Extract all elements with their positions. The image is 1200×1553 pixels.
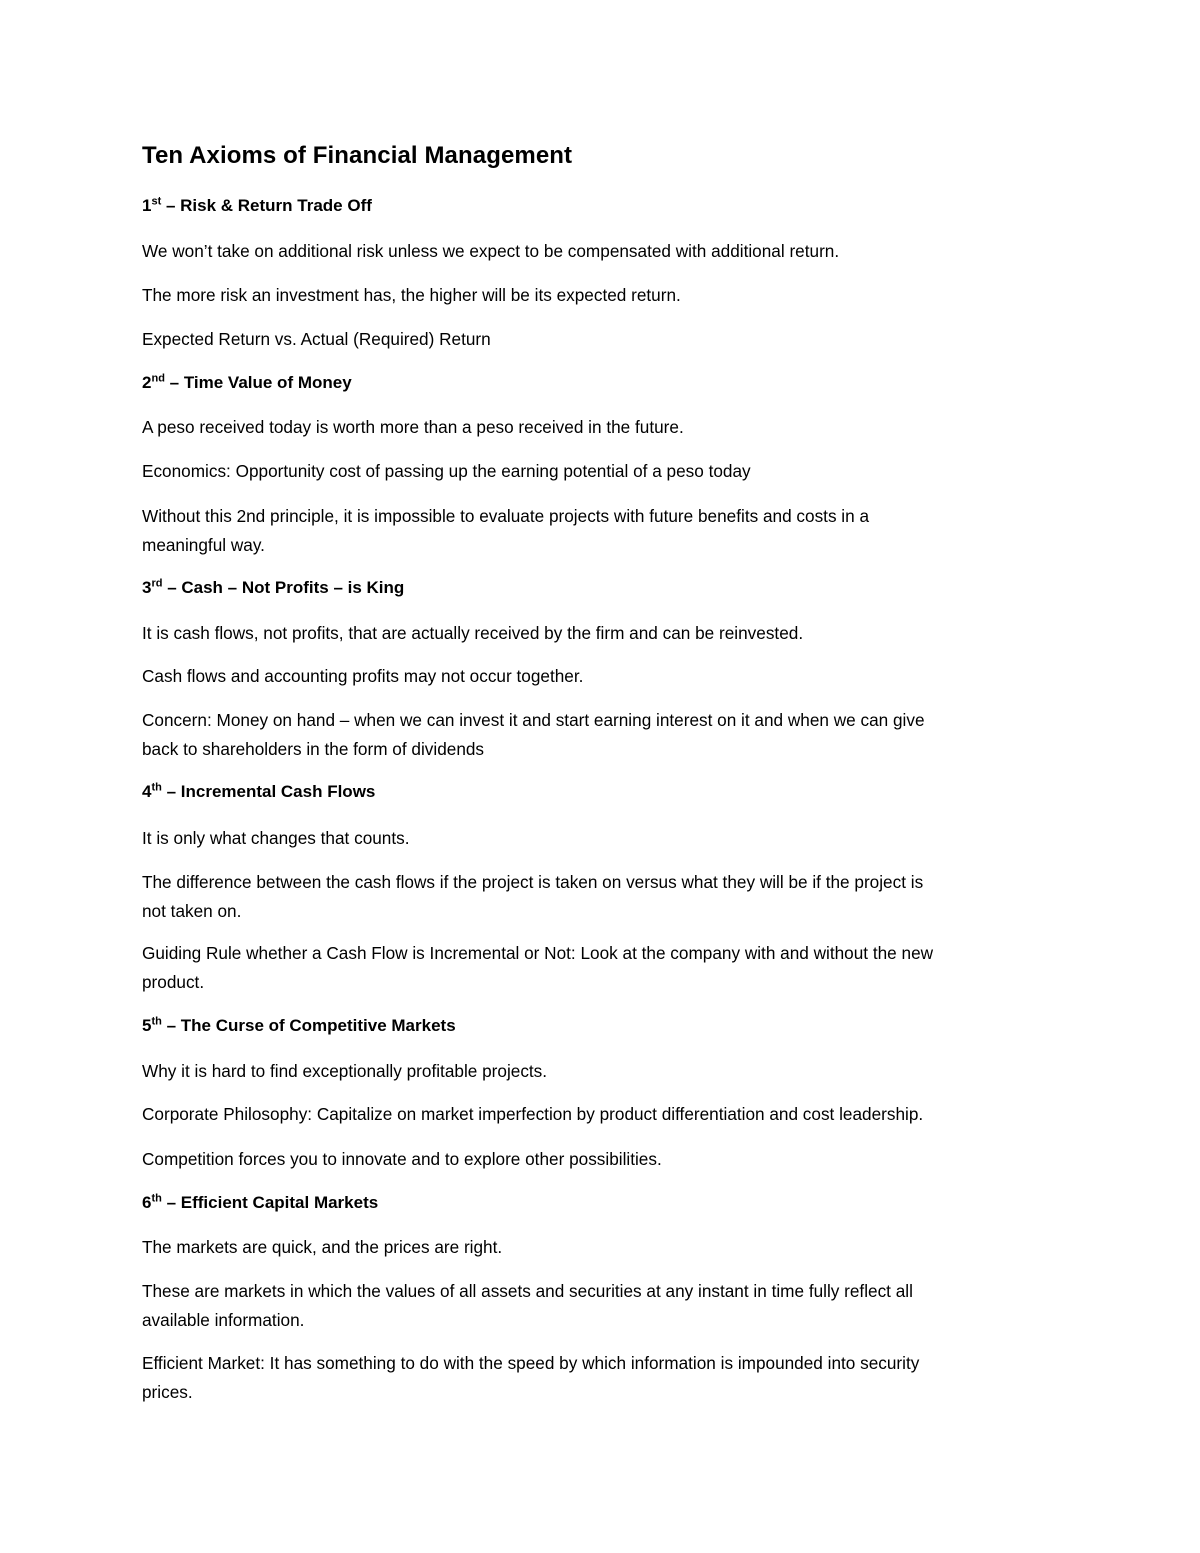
paragraph (142, 662, 1062, 691)
section-heading-3 (142, 578, 404, 598)
paragraph (142, 619, 1062, 648)
section-ordinal: 3 (142, 578, 152, 597)
paragraph (142, 1277, 1062, 1335)
section-heading-4 (142, 782, 375, 802)
paragraph-line: available information. (142, 1310, 305, 1330)
paragraph (142, 325, 1062, 354)
paragraph (142, 706, 1062, 764)
paragraph-line: Expected Return vs. Actual (Required) Return (142, 329, 491, 349)
paragraph (142, 237, 1062, 266)
paragraph (142, 1349, 1062, 1407)
section-ordinal-suffix: st (151, 195, 162, 208)
section-ordinal: 6 (142, 1193, 152, 1212)
section-ordinal-suffix: nd (151, 372, 165, 385)
paragraph-line: It is only what changes that counts. (142, 828, 410, 848)
paragraph-line: meaningful way. (142, 535, 265, 555)
paragraph-line: The more risk an investment has, the higher will be its expected return. (142, 285, 681, 305)
paragraph (142, 868, 1062, 926)
paragraph-line: Cash flows and accounting profits may not occur together. (142, 666, 584, 686)
section-title: – The Curse of Competitive Markets (161, 1016, 456, 1035)
section-ordinal: 5 (142, 1016, 152, 1035)
section-ordinal: 4 (142, 782, 152, 801)
section-title: – Risk & Return Trade Off (161, 196, 372, 215)
paragraph-line: prices. (142, 1382, 193, 1402)
paragraph (142, 502, 1062, 560)
paragraph-line: These are markets in which the values of all assets and securities at any instant in time fully reflect all (142, 1281, 913, 1301)
paragraph (142, 413, 1062, 442)
paragraph (142, 457, 1062, 486)
paragraph-line: back to shareholders in the form of dividends (142, 739, 485, 759)
section-title: – Cash – Not Profits – is King (162, 578, 405, 597)
paragraph-line: Corporate Philosophy: Capitalize on market imperfection by product differentiation and cost leadership. (142, 1104, 924, 1124)
paragraph (142, 281, 1062, 310)
section-ordinal: 1 (142, 196, 152, 215)
paragraph-line: Why it is hard to find exceptionally profitable projects. (142, 1061, 548, 1081)
paragraph-line: Without this 2nd principle, it is impossible to evaluate projects with future benefits and costs in a (142, 506, 870, 526)
section-heading-1 (142, 196, 372, 216)
section-ordinal: 2 (142, 373, 152, 392)
paragraph (142, 1233, 1062, 1262)
section-ordinal-suffix: rd (151, 577, 163, 590)
paragraph-line: The markets are quick, and the prices are right. (142, 1237, 503, 1257)
paragraph-line: Guiding Rule whether a Cash Flow is Incremental or Not: Look at the company with and without the new (142, 943, 934, 963)
paragraph-line: Economics: Opportunity cost of passing up the earning potential of a peso today (142, 461, 751, 481)
section-title: – Incremental Cash Flows (161, 782, 376, 801)
section-heading-5 (142, 1016, 456, 1036)
paragraph-line: Concern: Money on hand – when we can invest it and start earning interest on it and when we can give (142, 710, 925, 730)
section-ordinal-suffix: th (151, 1015, 162, 1028)
paragraph (142, 1145, 1062, 1174)
section-heading-6 (142, 1193, 378, 1213)
section-ordinal-suffix: th (151, 781, 162, 794)
section-ordinal-suffix: th (151, 1192, 162, 1205)
paragraph (142, 1057, 1062, 1086)
section-title: – Time Value of Money (164, 373, 352, 392)
paragraph-line: product. (142, 972, 205, 992)
paragraph-line: It is cash flows, not profits, that are actually received by the firm and can be reinvested. (142, 623, 804, 643)
paragraph (142, 939, 1062, 997)
paragraph (142, 1100, 1062, 1129)
paragraph-line: Efficient Market: It has something to do with the speed by which information is impounded into security (142, 1353, 920, 1373)
paragraph-line: Competition forces you to innovate and to explore other possibilities. (142, 1149, 662, 1169)
paragraph (142, 824, 1062, 853)
document-title: Ten Axioms of Financial Management (142, 142, 573, 169)
paragraph-line: A peso received today is worth more than a peso received in the future. (142, 417, 684, 437)
paragraph-line: We won’t take on additional risk unless we expect to be compensated with additional return. (142, 241, 840, 261)
section-title: – Efficient Capital Markets (161, 1193, 379, 1212)
paragraph-line: The difference between the cash flows if the project is taken on versus what they will be if the project is (142, 872, 924, 892)
paragraph-line: not taken on. (142, 901, 242, 921)
section-heading-2 (142, 373, 352, 393)
